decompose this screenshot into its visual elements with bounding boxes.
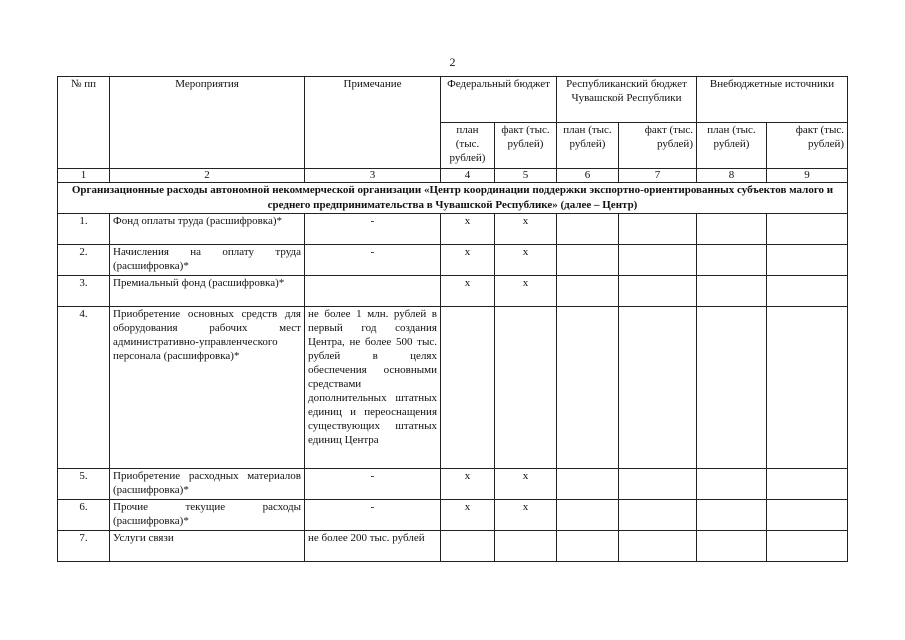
row-ext-fact bbox=[767, 531, 848, 562]
row-rep-plan bbox=[557, 531, 619, 562]
col-number: 9 bbox=[767, 169, 848, 183]
row-fed-plan bbox=[441, 531, 495, 562]
col-number: 7 bbox=[619, 169, 697, 183]
row-num: 5. bbox=[58, 469, 110, 500]
row-fed-fact: х bbox=[495, 469, 557, 500]
row-fed-fact: х bbox=[495, 276, 557, 307]
col-number: 5 bbox=[495, 169, 557, 183]
row-note: - bbox=[305, 469, 441, 500]
sub-rep-plan: план (тыс. рублей) bbox=[557, 123, 619, 169]
table-row bbox=[58, 307, 848, 469]
row-rep-fact bbox=[619, 214, 697, 245]
header-republic: Республиканский бюджет Чувашской Республики bbox=[557, 77, 697, 123]
row-ext-plan bbox=[697, 531, 767, 562]
row-event: Начисления на оплату труда (расшифровка)* bbox=[110, 245, 305, 276]
section-title: Организационные расходы автономной некоммерческой организации «Центр координации поддержки экспортно-ориентированных субъектов малого и среднего предпринимательства в Чувашской Республике» (далее – Центр) bbox=[58, 183, 848, 214]
row-event: Прочие текущие расходы (расшифровка)* bbox=[110, 500, 305, 531]
row-note: - bbox=[305, 214, 441, 245]
row-ext-fact bbox=[767, 214, 848, 245]
table-row bbox=[58, 531, 848, 562]
header-num: № пп bbox=[58, 77, 110, 169]
sub-fed-plan: план (тыс. рублей) bbox=[441, 123, 495, 169]
row-note: - bbox=[305, 500, 441, 531]
row-ext-plan bbox=[697, 245, 767, 276]
row-note: - bbox=[305, 245, 441, 276]
header-events: Мероприятия bbox=[110, 77, 305, 169]
row-ext-fact bbox=[767, 245, 848, 276]
table-row bbox=[58, 214, 848, 245]
row-num: 1. bbox=[58, 214, 110, 245]
sub-ext-fact: факт (тыс. рублей) bbox=[767, 123, 848, 169]
row-note: не более 1 млн. рублей в первый год создания Центра, не более 500 тыс. рублей в целях обеспечения основными средствами дополнительных штатных единиц и переоснащения существующих штатных единиц Центра bbox=[305, 307, 441, 469]
row-ext-plan bbox=[697, 307, 767, 469]
col-number: 2 bbox=[110, 169, 305, 183]
section-row bbox=[58, 183, 848, 214]
row-ext-plan bbox=[697, 276, 767, 307]
row-rep-plan bbox=[557, 214, 619, 245]
row-ext-plan bbox=[697, 500, 767, 531]
row-rep-plan bbox=[557, 500, 619, 531]
header-row bbox=[58, 77, 848, 123]
column-numbers-row bbox=[58, 169, 848, 183]
col-number: 4 bbox=[441, 169, 495, 183]
row-num: 7. bbox=[58, 531, 110, 562]
row-ext-fact bbox=[767, 500, 848, 531]
page-number: 2 bbox=[449, 55, 456, 69]
row-num: 6. bbox=[58, 500, 110, 531]
budget-table bbox=[57, 76, 848, 562]
row-event: Приобретение основных средств для оборудования рабочих мест административно-управленческого персонала (расшифровка)* bbox=[110, 307, 305, 469]
row-note: не более 200 тыс. рублей bbox=[305, 531, 441, 562]
col-number: 1 bbox=[58, 169, 110, 183]
header-federal: Федеральный бюджет bbox=[441, 77, 557, 123]
row-event: Премиальный фонд (расшифровка)* bbox=[110, 276, 305, 307]
sub-ext-plan: план (тыс. рублей) bbox=[697, 123, 767, 169]
row-fed-fact bbox=[495, 307, 557, 469]
row-rep-fact bbox=[619, 500, 697, 531]
row-ext-fact bbox=[767, 469, 848, 500]
row-fed-plan: х bbox=[441, 276, 495, 307]
row-rep-fact bbox=[619, 245, 697, 276]
table-row bbox=[58, 500, 848, 531]
row-rep-plan bbox=[557, 245, 619, 276]
row-rep-fact bbox=[619, 469, 697, 500]
row-num: 2. bbox=[58, 245, 110, 276]
row-fed-fact: х bbox=[495, 214, 557, 245]
row-ext-plan bbox=[697, 469, 767, 500]
row-fed-plan: х bbox=[441, 500, 495, 531]
row-fed-plan: х bbox=[441, 245, 495, 276]
row-ext-fact bbox=[767, 307, 848, 469]
col-number: 6 bbox=[557, 169, 619, 183]
row-ext-fact bbox=[767, 276, 848, 307]
row-rep-fact bbox=[619, 307, 697, 469]
row-fed-fact bbox=[495, 531, 557, 562]
row-fed-fact: х bbox=[495, 245, 557, 276]
row-rep-fact bbox=[619, 276, 697, 307]
header-note: Примечание bbox=[305, 77, 441, 169]
row-num: 3. bbox=[58, 276, 110, 307]
table-row bbox=[58, 469, 848, 500]
row-rep-plan bbox=[557, 276, 619, 307]
row-ext-plan bbox=[697, 214, 767, 245]
row-num: 4. bbox=[58, 307, 110, 469]
header-extra: Внебюджетные источники bbox=[697, 77, 848, 123]
row-rep-fact bbox=[619, 531, 697, 562]
row-fed-plan bbox=[441, 307, 495, 469]
row-event: Приобретение расходных материалов (расшифровка)* bbox=[110, 469, 305, 500]
row-event: Услуги связи bbox=[110, 531, 305, 562]
col-number: 8 bbox=[697, 169, 767, 183]
col-number: 3 bbox=[305, 169, 441, 183]
row-fed-plan: х bbox=[441, 469, 495, 500]
table-row bbox=[58, 245, 848, 276]
row-rep-plan bbox=[557, 307, 619, 469]
row-fed-plan: х bbox=[441, 214, 495, 245]
sub-fed-fact: факт (тыс. рублей) bbox=[495, 123, 557, 169]
table-row bbox=[58, 276, 848, 307]
row-event: Фонд оплаты труда (расшифровка)* bbox=[110, 214, 305, 245]
row-note bbox=[305, 276, 441, 307]
row-fed-fact: х bbox=[495, 500, 557, 531]
sub-rep-fact: факт (тыс. рублей) bbox=[619, 123, 697, 169]
row-rep-plan bbox=[557, 469, 619, 500]
